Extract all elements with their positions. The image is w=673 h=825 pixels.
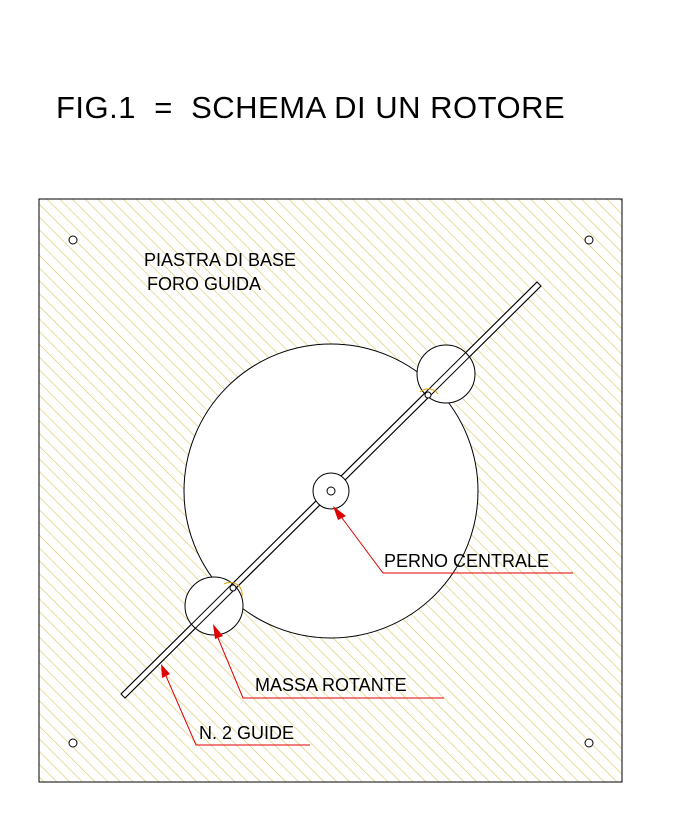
label-base-plate: PIASTRA DI BASE: [144, 250, 297, 270]
mass-pin-upper: [425, 392, 431, 398]
corner-hole-top-left: [69, 236, 77, 244]
label-guide-hole: FORO GUIDA: [147, 274, 262, 294]
corner-hole-bottom-right: [585, 739, 593, 747]
central-pin-inner: [327, 487, 335, 495]
label-central-pin: PERNO CENTRALE: [384, 551, 550, 571]
figure-title: FIG.1 = SCHEMA DI UN ROTORE: [56, 90, 566, 125]
label-rotating-mass: MASSA ROTANTE: [255, 675, 407, 695]
mass-pin-lower: [230, 585, 236, 591]
corner-hole-bottom-left: [69, 739, 77, 747]
label-guides: N. 2 GUIDE: [199, 723, 295, 743]
corner-hole-top-right: [585, 236, 593, 244]
